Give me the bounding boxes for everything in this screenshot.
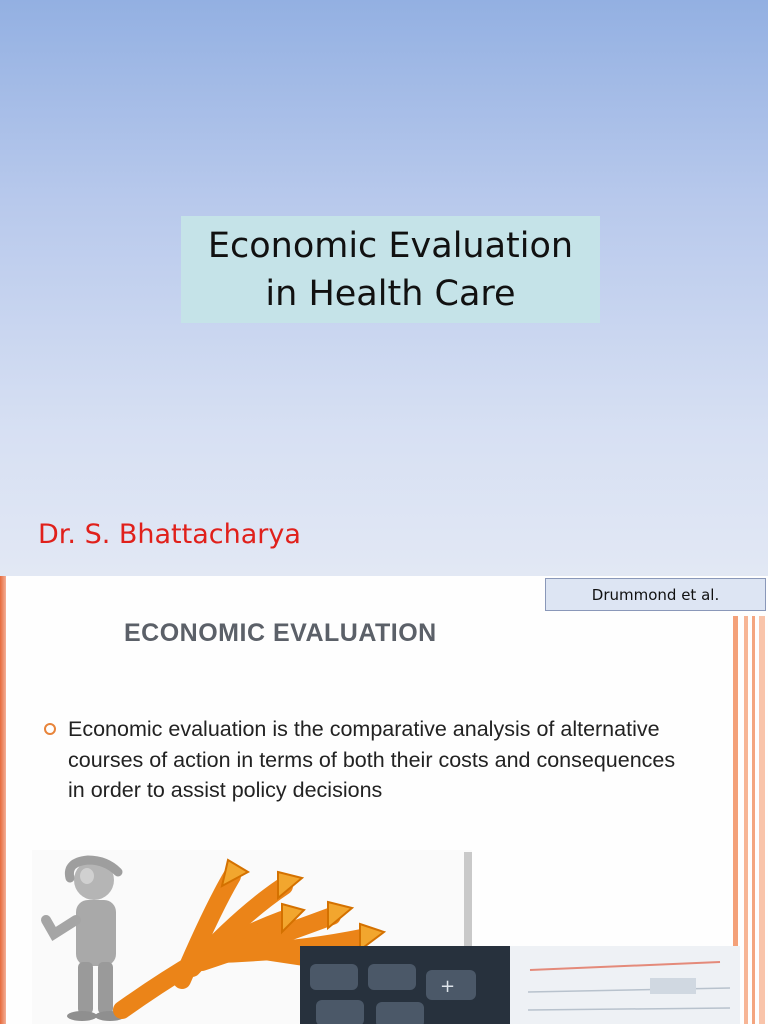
title-box [181,216,600,323]
bullet-icon [44,723,56,735]
svg-text:+: + [440,976,456,997]
calculator-icon [300,946,740,1024]
title-line-2: in Health Care [265,273,516,314]
financial-report-icon [300,946,740,1024]
decorative-stripe [759,616,765,1024]
illustration [32,850,732,1024]
reference-box: Drummond et al. [545,578,766,611]
decorative-stripe [752,616,755,1024]
slide-edge-decoration [0,576,6,1024]
author-name: Dr. S. Bhattacharya [38,519,301,550]
decorative-stripe [744,616,748,1024]
content-slide [0,576,768,1024]
section-heading: ECONOMIC EVALUATION [124,619,437,647]
title-line-1: Economic Evaluation [207,225,574,266]
definition-text: Economic evaluation is the comparative analysis of alternative courses of action in terms of both their costs and consequences in order to assist policy decisions [68,717,676,802]
